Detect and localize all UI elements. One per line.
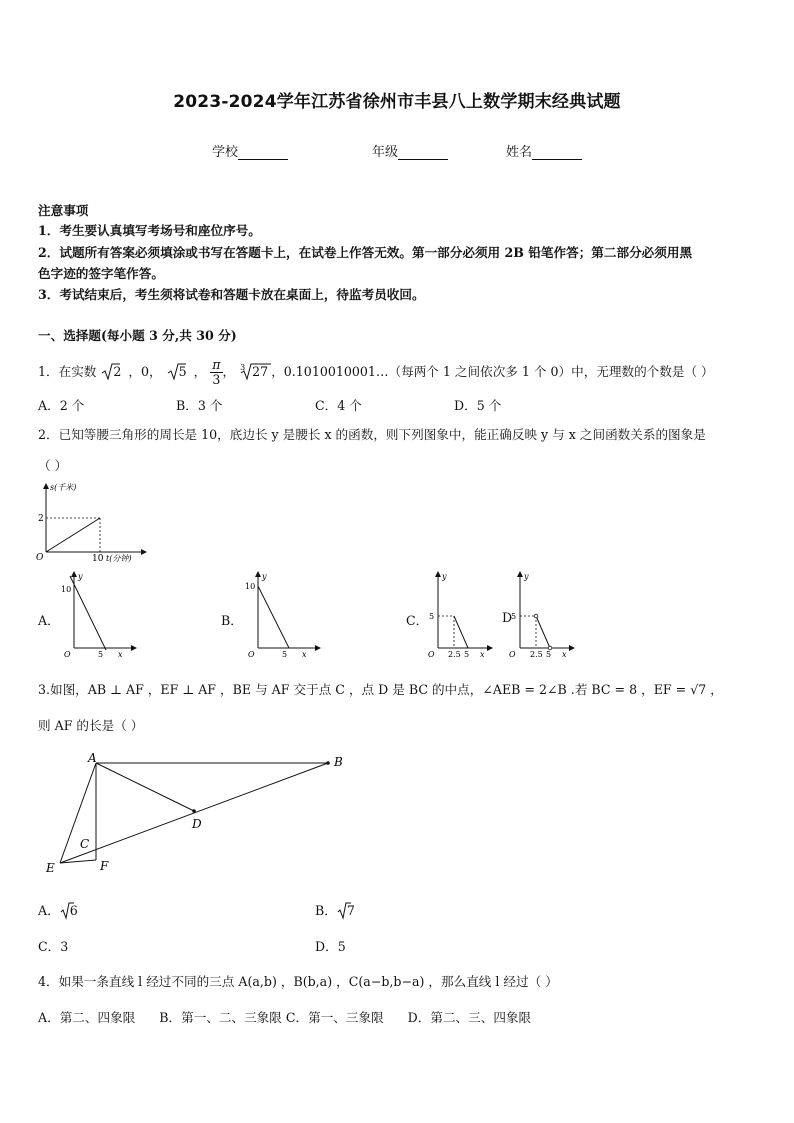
- point-f: F: [100, 859, 109, 873]
- q2-option-a-label[interactable]: A．: [38, 613, 60, 628]
- q4-options[interactable]: A．第二、四象限 B．第一、二、三象限 C．第一、三象限 D．第二、三、四象限: [38, 1010, 532, 1025]
- q1-option-c[interactable]: C．4 个: [315, 398, 362, 413]
- q3-option-a-value: 6: [69, 903, 78, 918]
- graph-d-x: x: [562, 650, 567, 659]
- pi-over-3: [210, 358, 222, 387]
- q1-option-b[interactable]: B．3 个: [176, 398, 223, 413]
- q2-option-c-label[interactable]: C．: [406, 613, 429, 628]
- q3-option-a[interactable]: [38, 900, 78, 921]
- q3-option-b-value: 7: [346, 903, 355, 918]
- graph-b-ytick: 10: [245, 582, 256, 591]
- graph-a-y: y: [78, 572, 83, 581]
- graph-c-y: y: [442, 572, 447, 581]
- sqrt2-expr: [100, 362, 128, 382]
- question-4-line1: 4．如果一条直线 l 经过不同的三点 A(a,b) ，B(b,a) ，C(a−b,b−a) ，那么直线 l 经过（ ）: [38, 974, 558, 989]
- graph-b-xtick: 5: [282, 650, 288, 659]
- q3-option-b-label: B．: [315, 903, 337, 918]
- grade-label: 年级: [372, 145, 399, 160]
- graph-d-y: y: [524, 572, 529, 581]
- q1-sep2: ，: [222, 364, 236, 379]
- school-blank[interactable]: [238, 147, 288, 160]
- q1-sep: ，: [193, 364, 207, 379]
- graph-d-origin: O: [509, 650, 516, 659]
- reference-graph: [32, 480, 152, 566]
- graph-a-ytick: 10: [61, 585, 72, 594]
- point-d: D: [192, 817, 202, 831]
- ref-origin: O: [36, 553, 44, 563]
- graph-c-origin: O: [428, 650, 435, 659]
- grade-field[interactable]: [372, 141, 448, 160]
- point-a: A: [88, 751, 97, 765]
- graph-b-y: y: [262, 572, 267, 581]
- graph-d-ytick: 5: [511, 612, 517, 621]
- notice-item-1: 1．考生要认真填写考场号和座位序号。: [38, 223, 261, 238]
- notice-item-2b: 色字迹的签字笔作答。: [38, 266, 164, 281]
- graph-b-origin: O: [248, 650, 255, 659]
- q1-tail: ，0.1010010001…（每两个 1 之间依次多 1 个 0）中，无理数的个数是（ ）: [271, 364, 714, 379]
- point-e: E: [46, 861, 55, 875]
- cube-root-value: 27: [252, 364, 269, 379]
- name-label: 姓名: [506, 145, 533, 160]
- notice-item-2a: 2．试题所有答案必须填涂或书写在答题卡上，在试卷上作答无效。第一部分必须用 2B 铅笔作答；第二部分必须用黑: [38, 245, 693, 260]
- q3-option-c[interactable]: C．3: [38, 939, 69, 954]
- ref-ytick: 2: [38, 514, 44, 524]
- school-field[interactable]: [212, 141, 288, 160]
- graph-d[interactable]: [506, 570, 576, 660]
- question-3-line2: 则 AF 的长是（ ）: [38, 718, 144, 733]
- school-label: 学校: [212, 145, 239, 160]
- graph-c[interactable]: [426, 570, 496, 660]
- q2-option-b-label[interactable]: B．: [221, 613, 243, 628]
- q3-option-d[interactable]: D．5: [315, 939, 346, 954]
- graph-b[interactable]: [242, 570, 322, 660]
- graph-c-xtick2: 5: [464, 650, 470, 659]
- fraction-numerator: π: [212, 357, 221, 372]
- notice-heading: 注意事项: [38, 203, 89, 218]
- graph-a-origin: O: [64, 650, 71, 659]
- graph-c-ytick: 5: [429, 612, 435, 621]
- open-dot-icon: [534, 614, 538, 618]
- q1-zero: ，0，: [128, 364, 162, 379]
- q3-option-a-label: A．: [38, 903, 60, 918]
- question-2-line1: 2．已知等腰三角形的周长是 10，底边长 y 是腰长 x 的函数，则下列图象中，能正确反映 y 与 x 之间函数关系的图象是: [38, 427, 706, 442]
- sqrt5-expr: [166, 362, 194, 382]
- sqrt5-value: 5: [178, 364, 187, 379]
- ref-ylabel: s(千米): [50, 483, 77, 492]
- ref-xlabel: t(分钟): [106, 554, 132, 563]
- graph-a-xtick: 5: [98, 650, 104, 659]
- point-c: C: [80, 837, 90, 851]
- q3-figure: [40, 750, 360, 880]
- graph-a[interactable]: [58, 570, 138, 660]
- ref-xtick: 10: [92, 554, 104, 564]
- name-field[interactable]: [506, 141, 582, 160]
- q1-lead: 1．在实数: [38, 364, 97, 379]
- question-3-line1: 3.如图，AB ⊥ AF ，EF ⊥ AF ，BE 与 AF 交于点 C ，点 D 是 BC 的中点，∠AEB = 2∠B .若 BC = 8 ，EF = √7 ，: [38, 682, 723, 697]
- point-b: B: [334, 755, 343, 769]
- grade-blank[interactable]: [398, 147, 448, 160]
- graph-a-x: x: [118, 650, 123, 659]
- name-blank[interactable]: [532, 147, 582, 160]
- q1-option-d[interactable]: D．5 个: [454, 398, 502, 413]
- section-heading: 一、选择题(每小题 3 分,共 30 分): [38, 328, 237, 343]
- q3-option-b[interactable]: [315, 900, 355, 921]
- q1-option-a[interactable]: A．2 个: [38, 398, 85, 413]
- sqrt2-value: 2: [113, 364, 122, 379]
- graph-c-x: x: [480, 650, 485, 659]
- q2-option-d-label[interactable]: D: [502, 610, 513, 625]
- graph-b-x: x: [302, 650, 307, 659]
- graph-d-xtick1: 2.5: [530, 650, 543, 659]
- notice-item-3: 3．考试结束后，考生须将试卷和答题卡放在桌面上，待监考员收回。: [38, 287, 425, 302]
- page-title: 2023-2024学年江苏省徐州市丰县八上数学期末经典试题: [173, 92, 621, 112]
- question-1: [38, 358, 714, 387]
- cube-root-expr: [239, 362, 287, 382]
- fraction-denominator: 3: [212, 372, 221, 387]
- cube-index: 3: [240, 363, 246, 372]
- graph-c-xtick1: 2.5: [448, 650, 461, 659]
- question-2-line2: （ ）: [38, 458, 68, 473]
- graph-d-xtick2: 5: [546, 650, 552, 659]
